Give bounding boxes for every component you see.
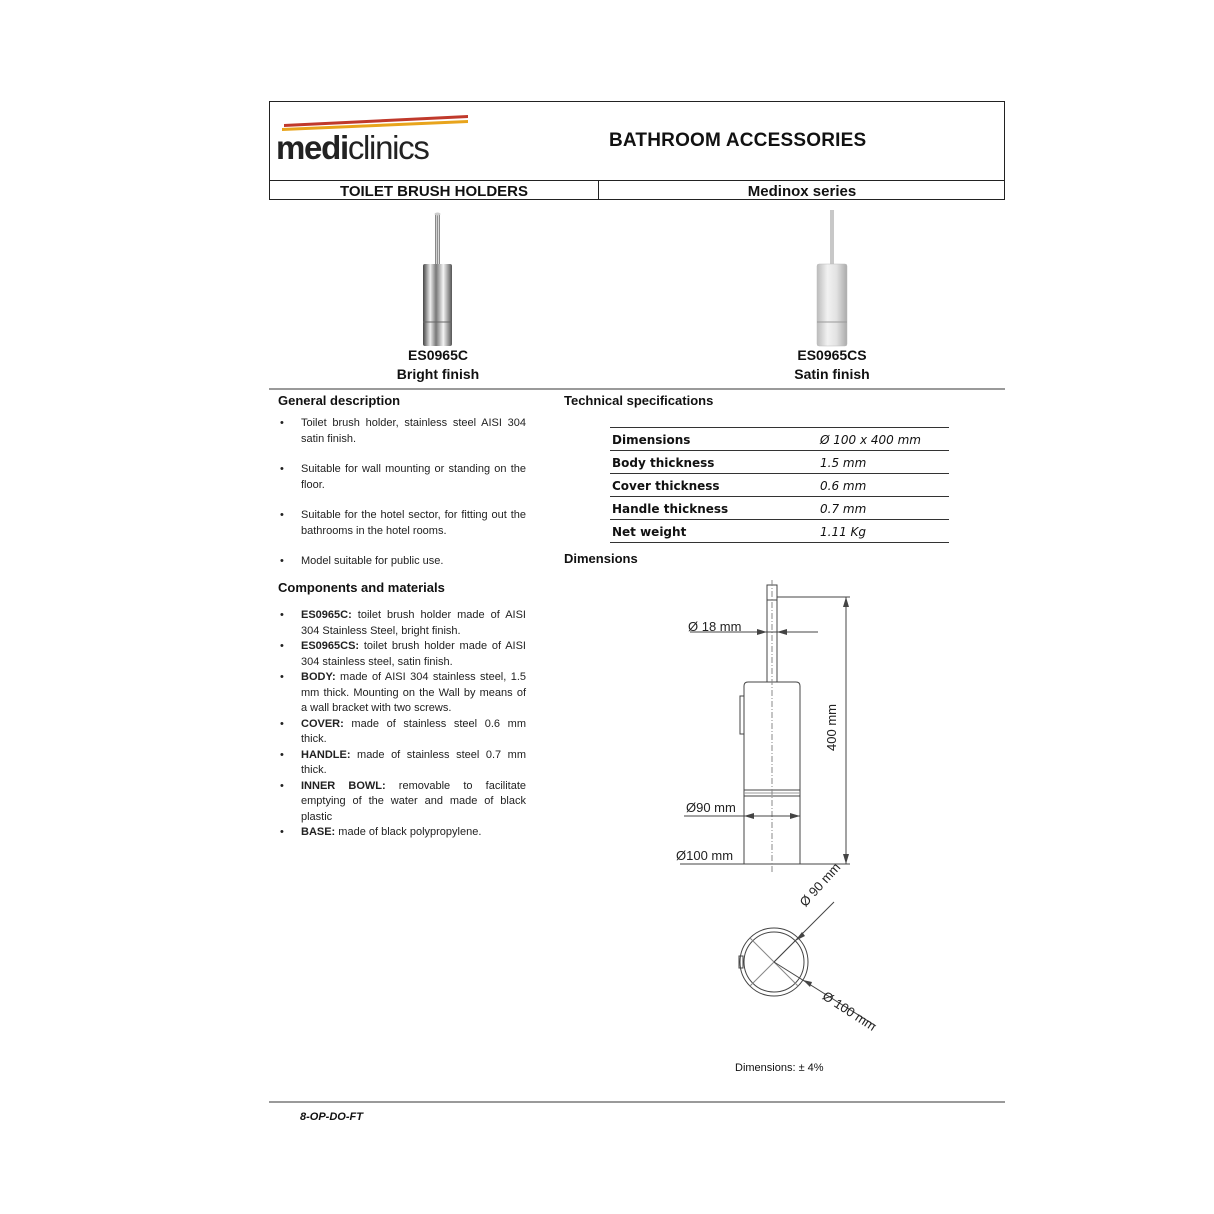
height-label: 400 mm xyxy=(823,704,839,751)
general-description-heading: General description xyxy=(278,393,401,408)
list-item: • Suitable for wall mounting or standing on the floor. xyxy=(278,462,526,493)
base-diameter-label: Ø100 mm xyxy=(676,848,734,863)
list-item: • INNER BOWL: removable to facilitate emptying of the water and made of black plastic xyxy=(278,779,526,826)
product-bright xyxy=(338,346,538,384)
document-code: 8-OP-DO-FT xyxy=(300,1111,363,1123)
top-inner-diameter-label: Ø 90 mm xyxy=(796,859,844,910)
product-code: ES0965CS xyxy=(797,347,867,363)
company-logo: mediclinics xyxy=(276,129,429,166)
table-row: Body thickness 1.5 mm xyxy=(610,451,949,474)
list-item: • ES0965C: toilet brush holder made of AISI 304 Stainless Steel, bright finish. xyxy=(278,608,526,639)
tech-specs-heading: Technical specifications xyxy=(564,393,714,408)
product-code: ES0965C xyxy=(408,347,468,363)
list-item: • BASE: made of black polypropylene. xyxy=(278,825,526,841)
table-row: Handle thickness 0.7 mm xyxy=(610,497,949,520)
tolerance-note: Dimensions: ± 4% xyxy=(735,1062,824,1074)
list-item: • HANDLE: made of stainless steel 0.7 mm thick. xyxy=(278,748,526,779)
product-finish: Bright finish xyxy=(396,366,480,382)
product-image-bright xyxy=(408,208,468,348)
list-item: • COVER: made of stainless steel 0.6 mm thick. xyxy=(278,717,526,748)
list-item: • BODY: made of AISI 304 stainless steel, 1.5 mm thick. Mounting on the Wall by means of a wall bracket with two screws. xyxy=(278,670,526,717)
header-divider xyxy=(269,180,1005,181)
footer-divider xyxy=(269,1101,1005,1103)
list-item: • Model suitable for public use. xyxy=(278,554,526,570)
product-finish: Satin finish xyxy=(794,366,870,382)
components-heading: Components and materials xyxy=(278,580,445,595)
top-outer-diameter-label: Ø 100 mm xyxy=(819,988,879,1034)
handle-diameter-label: Ø 18 mm xyxy=(688,619,742,634)
dimensions-heading: Dimensions xyxy=(564,551,638,566)
product-category: TOILET BRUSH HOLDERS xyxy=(339,183,529,200)
list-item: • Toilet brush holder, stainless steel AISI 304 satin finish. xyxy=(278,416,526,447)
list-item: • Suitable for the hotel sector, for fitting out the bathrooms in the hotel rooms. xyxy=(278,508,526,539)
components-list xyxy=(278,608,526,841)
table-row: Cover thickness 0.6 mm xyxy=(610,474,949,497)
product-image-satin xyxy=(802,208,862,348)
table-row: Net weight 1.11 Kg xyxy=(610,520,949,543)
table-row: Dimensions Ø 100 x 400 mm xyxy=(610,428,949,451)
list-item: • ES0965CS: toilet brush holder made of AISI 304 stainless steel, satin finish. xyxy=(278,639,526,670)
document-title: BATHROOM ACCESSORIES xyxy=(609,130,867,151)
general-description-list xyxy=(278,416,526,570)
product-series: Medinox series xyxy=(747,183,857,200)
section-divider xyxy=(269,388,1005,390)
spec-table xyxy=(610,427,949,543)
body-diameter-label: Ø90 mm xyxy=(686,800,736,815)
product-satin xyxy=(732,346,932,384)
